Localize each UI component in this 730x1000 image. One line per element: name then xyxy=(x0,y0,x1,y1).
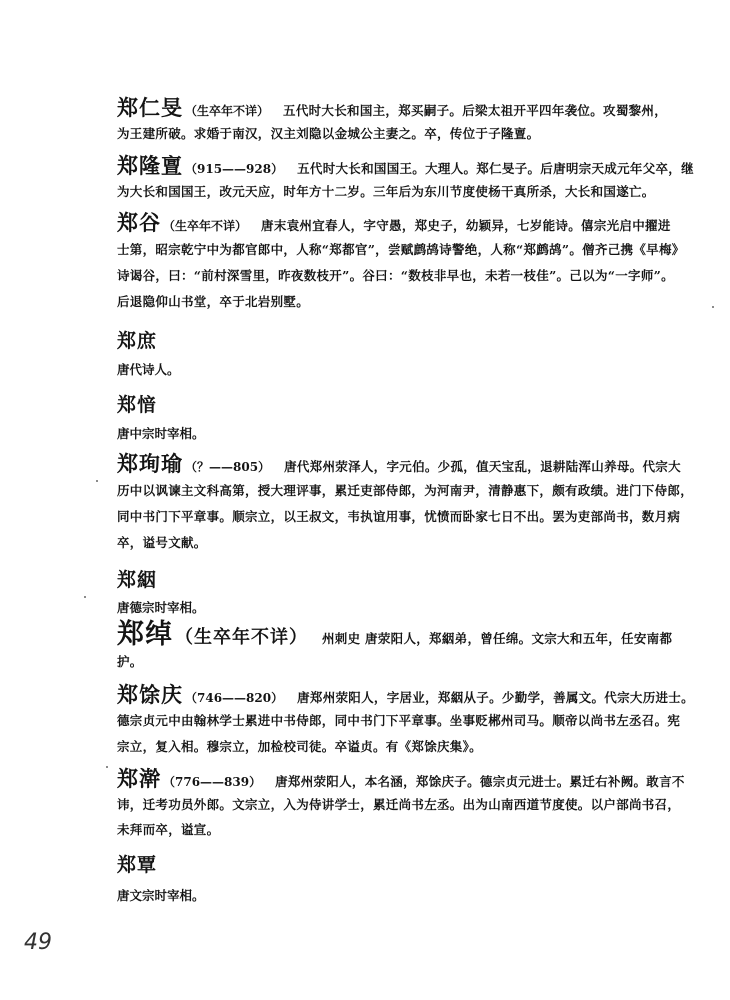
entry-name: 郑馀庆 xyxy=(117,682,183,707)
entry-text-line: 讳，迁考功员外郎。文宗立，入为侍讲学士，累迁尚书左丞。出为山南西道节度使。以户部尚书召， xyxy=(117,797,681,812)
entry-text-line: 后退隐仰山书堂，卒于北岩别墅。 xyxy=(117,294,310,309)
handwritten-page-number: 49 xyxy=(24,930,52,955)
entry-name: 郑澣 xyxy=(117,766,161,791)
entry-text-line: 唐郑州荥阳人，本名涵，郑馀庆子。德宗贞元进士。累迁右补阙。敢言不 xyxy=(275,774,685,789)
entry-text-line: 宗立，复入相。穆宗立，加检校司徒。卒谥贞。有《郑馀庆集》。 xyxy=(117,739,482,754)
entry-name: 郑絪 xyxy=(117,569,158,591)
entry-dates: （915——928） xyxy=(185,162,284,176)
entry-description: 唐文宗时宰相。 xyxy=(117,888,205,903)
entry-dates: （生卒年不详） xyxy=(185,104,270,118)
entry-heading xyxy=(117,683,694,707)
entry-heading xyxy=(117,620,672,650)
entry-heading xyxy=(117,767,685,791)
entry-description: 唐德宗时宰相。 xyxy=(117,600,205,615)
entry-text-line: 唐末袁州宜春人，字守愚，郑史子，幼颖异，七岁能诗。僖宗光启中擢进 xyxy=(261,218,671,233)
entry-text-line: 护。 xyxy=(117,654,143,669)
entry-text-line: 卒，谥号文献。 xyxy=(117,535,207,550)
entry-dates: （生卒年不详） xyxy=(163,219,248,233)
entry-text-line: 五代时大长和国主，郑买嗣子。后梁太祖开平四年袭位。攻蜀黎州， xyxy=(283,103,668,118)
entry-text-line: 士第，昭宗乾宁中为都官郎中，人称“郑都官”，尝赋鹧鸪诗警绝，人称“郑鹧鸪”。僧齐己携《早梅》 xyxy=(117,242,685,257)
entry-dates: （746——820） xyxy=(185,691,284,705)
entry-name: 郑珣瑜 xyxy=(117,451,183,476)
entry-name: 郑愔 xyxy=(117,394,158,416)
entry-name: 郑绰 xyxy=(117,619,173,650)
entry-text-line: 为大长和国国王，改元天应，时年方十二岁。三年后为东川节度使杨干真所杀，大长和国遂亡。 xyxy=(117,184,655,199)
entry-text-line: 州刺史 唐荥阳人，郑絪弟，曾任绵。文宗大和五年，任安南都 xyxy=(322,631,673,646)
entry-description: 唐代诗人。 xyxy=(117,362,180,377)
entry-text-line: 同中书门下平章事。顺宗立，以王叔文，韦执谊用事，忧愤而卧家七日不出。罢为吏部尚书，数月病 xyxy=(117,509,681,524)
entry-name: 郑隆亶 xyxy=(117,153,183,178)
entry-text-line: 为王建所破。求婚于南汉，汉主刘隐以金城公主妻之。卒，传位于子隆亶。 xyxy=(117,126,540,141)
entry-text-line: 德宗贞元中由翰林学士累进中书侍郎，同中书门下平章事。坐事贬郴州司马。顺帝以尚书左丞召。宪 xyxy=(117,713,681,728)
entry-text-line: 历中以讽谏主文科高第，授大理评事，累迁吏部侍郎，为河南尹，清静惠下，颇有政绩。进门下侍郎， xyxy=(117,483,694,498)
entry-name: 郑庶 xyxy=(117,330,158,352)
entry-name: 郑覃 xyxy=(117,854,158,876)
entry-description: 唐中宗时宰相。 xyxy=(117,426,205,441)
entry-name: 郑仁旻 xyxy=(117,95,183,120)
entry-text-line: 唐郑州荥阳人，字居业，郑絪从子。少勤学，善属文。代宗大历进士。 xyxy=(297,690,694,705)
entry-dates: （？——805） xyxy=(185,460,271,474)
scan-speck xyxy=(84,596,86,598)
entry-heading xyxy=(117,211,671,235)
entry-heading xyxy=(117,452,681,476)
entry-text-line: 唐代郑州荥泽人，字元伯。少孤，值天宝乱，退耕陆浑山养母。代宗大 xyxy=(284,459,681,474)
entry-text-line: 诗谒谷，曰：“前村深雪里，昨夜数枝开”。谷曰：“数枝非早也，未若一枝佳”。己以为“一字师”。 xyxy=(117,268,674,283)
entry-heading xyxy=(117,154,694,178)
entry-text-line: 未拜而卒，谥宣。 xyxy=(117,822,220,837)
entry-name: 郑谷 xyxy=(117,210,161,235)
scan-speck xyxy=(106,766,108,768)
entry-text-line: 五代时大长和国国王。大理人。郑仁旻子。后唐明宗天成元年父卒，继 xyxy=(297,161,694,176)
scan-speck xyxy=(96,480,98,482)
scan-speck xyxy=(712,306,714,308)
entry-heading xyxy=(117,96,667,120)
entry-dates: （生卒年不详） xyxy=(175,627,308,648)
entry-dates: （776——839） xyxy=(163,775,262,789)
